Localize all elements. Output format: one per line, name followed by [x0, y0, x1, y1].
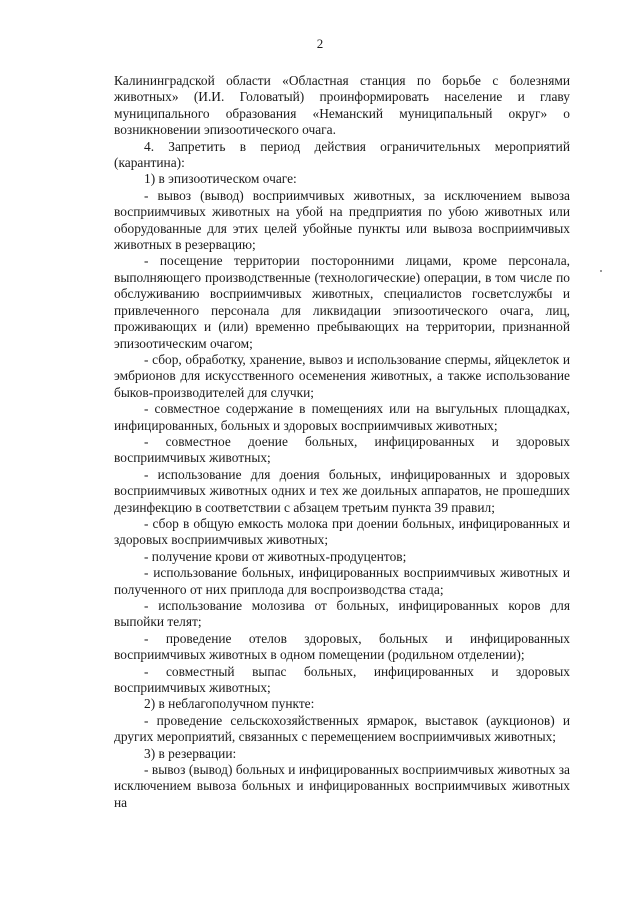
paragraph: 1) в эпизоотическом очаге: [144, 171, 297, 187]
paragraph: 3) в резервации: [144, 745, 237, 761]
paragraph: - использование больных, инфицированных восприимчивых животных и полученного от них приплода для воспроизводства стада; [114, 565, 570, 597]
paragraph: - использование для доения больных, инфицированных и здоровых восприимчивых животных одних и тех же доильных аппаратов, не прошедших дезинфекцию в соответствии с абзацем третьим пункта 39 правил; [114, 466, 570, 515]
paragraph: - проведение отелов здоровых, больных и инфицированных восприимчивых животных в одном помещении (родильном отделении); [114, 630, 570, 663]
scan-speck [600, 270, 602, 272]
page-number: 2 [316, 36, 324, 51]
document-body [114, 73, 570, 811]
paragraph: Калининградской области «Областная станция по борьбе с болезнями животных» (И.И. Головатый) проинформировать население и главу муниципального образования «Неманский муниципальный округ» о возникновении эпизоотического очага. [114, 73, 570, 138]
paragraph: - использование молозива от больных, инфицированных коров для выпойки телят; [114, 598, 570, 630]
paragraph: 2) в неблагополучном пункте: [144, 696, 315, 712]
paragraph: - получение крови от животных-продуцентов; [144, 548, 407, 564]
paragraph: - совместный выпас больных, инфицированных и здоровых восприимчивых животных; [114, 663, 570, 696]
paragraph: - проведение сельскохозяйственных ярмарок, выставок (аукционов) и других мероприятий, связанных с перемещением восприимчивых животных; [114, 712, 570, 745]
paragraph: - сбор в общую емкость молока при доении больных, инфицированных и здоровых восприимчивых животных; [114, 515, 570, 548]
paragraph: - совместное содержание в помещениях или на выгульных площадках, инфицированных, больных и здоровых восприимчивых животных; [114, 401, 570, 433]
paragraph: - сбор, обработку, хранение, вывоз и использование спермы, яйцеклеток и эмбрионов для искусственного осеменения животных, а также использование быков-производителей для случки; [114, 351, 570, 400]
paragraph: 4. Запретить в период действия ограничительных мероприятий (карантина): [114, 138, 570, 171]
paragraph: - вывоз (вывод) восприимчивых животных, за исключением вывоза восприимчивых животных на убой на предприятия по убою животных или оборудованные для этих целей убойные пункты или вывоза восприимчивых животных в резервацию; [114, 187, 570, 253]
paragraph: - совместное доение больных, инфицированных и здоровых восприимчивых животных; [114, 433, 570, 466]
paragraph: - вывоз (вывод) больных и инфицированных восприимчивых животных за исключением вывоза больных и инфицированных восприимчивых животных на [114, 762, 570, 810]
paragraph: - посещение территории посторонними лицами, кроме персонала, выполняющего производственные (технологические) операции, в том числе по обслуживанию восприимчивых животных, специалистов госветслужбы и привлеченного персонала для ликвидации эпизоотического очага, лиц, проживающих и (или) временно пребывающих на территории, признанной эпизоотическим очагом; [114, 253, 570, 351]
